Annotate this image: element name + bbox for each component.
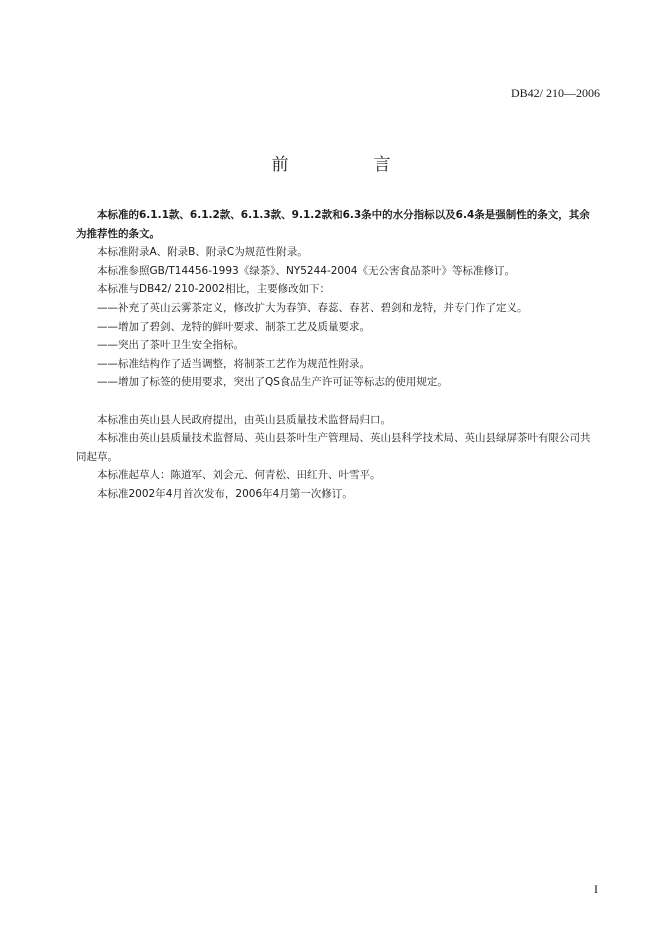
paragraph-release-history: 本标准2002年4月首次发布，2006年4月第一次修订。 bbox=[97, 487, 353, 500]
change-item: ——突出了茶叶卫生安全指标。 bbox=[97, 339, 244, 352]
page-title: 前 言 bbox=[271, 155, 425, 175]
paragraph-mandatory-clauses: 本标准的6.1.1款、6.1.2款、6.1.3款、9.1.2款和6.3条中的水分指标以及6.4条是强制性的条文，其余为推荐性的条文。 bbox=[76, 209, 590, 240]
foreword-body bbox=[76, 206, 600, 504]
paragraph-changes-intro: 本标准与DB42/ 210-2002相比，主要修改如下： bbox=[97, 283, 331, 296]
change-item: ——标准结构作了适当调整，将制茶工艺作为规范性附录。 bbox=[97, 357, 370, 370]
paragraph-appendix: 本标准附录A、附录B、附录C为规范性附录。 bbox=[97, 246, 308, 259]
paragraph-spacer bbox=[76, 392, 600, 411]
paragraph-proposer: 本标准由英山县人民政府提出，由英山县质量技术监督局归口。 bbox=[97, 413, 391, 426]
change-item: ——增加了碧剑、龙特的鲜叶要求、制茶工艺及质量要求。 bbox=[97, 320, 370, 333]
paragraph-drafters: 本标准起草人：陈道军、刘会元、何青松、田红升、叶雪平。 bbox=[97, 469, 381, 482]
change-item: ——增加了标签的使用要求，突出了QS食品生产许可证等标志的使用规定。 bbox=[97, 376, 448, 389]
paragraph-references: 本标准参照GB/T14456-1993《绿茶》、NY5244-2004《无公害食品茶叶》等标准修订。 bbox=[97, 264, 515, 277]
document-code: DB42/ 210—2006 bbox=[510, 86, 600, 100]
change-item: ——补充了英山云雾茶定义，修改扩大为春笋、春蕊、春茗、碧剑和龙特，并专门作了定义。 bbox=[97, 301, 528, 314]
page-number: I bbox=[594, 882, 598, 896]
paragraph-drafting-units: 本标准由英山县质量技术监督局、英山县茶叶生产管理局、英山县科学技术局、英山县绿屏茶叶有限公司共同起草。 bbox=[76, 432, 591, 463]
